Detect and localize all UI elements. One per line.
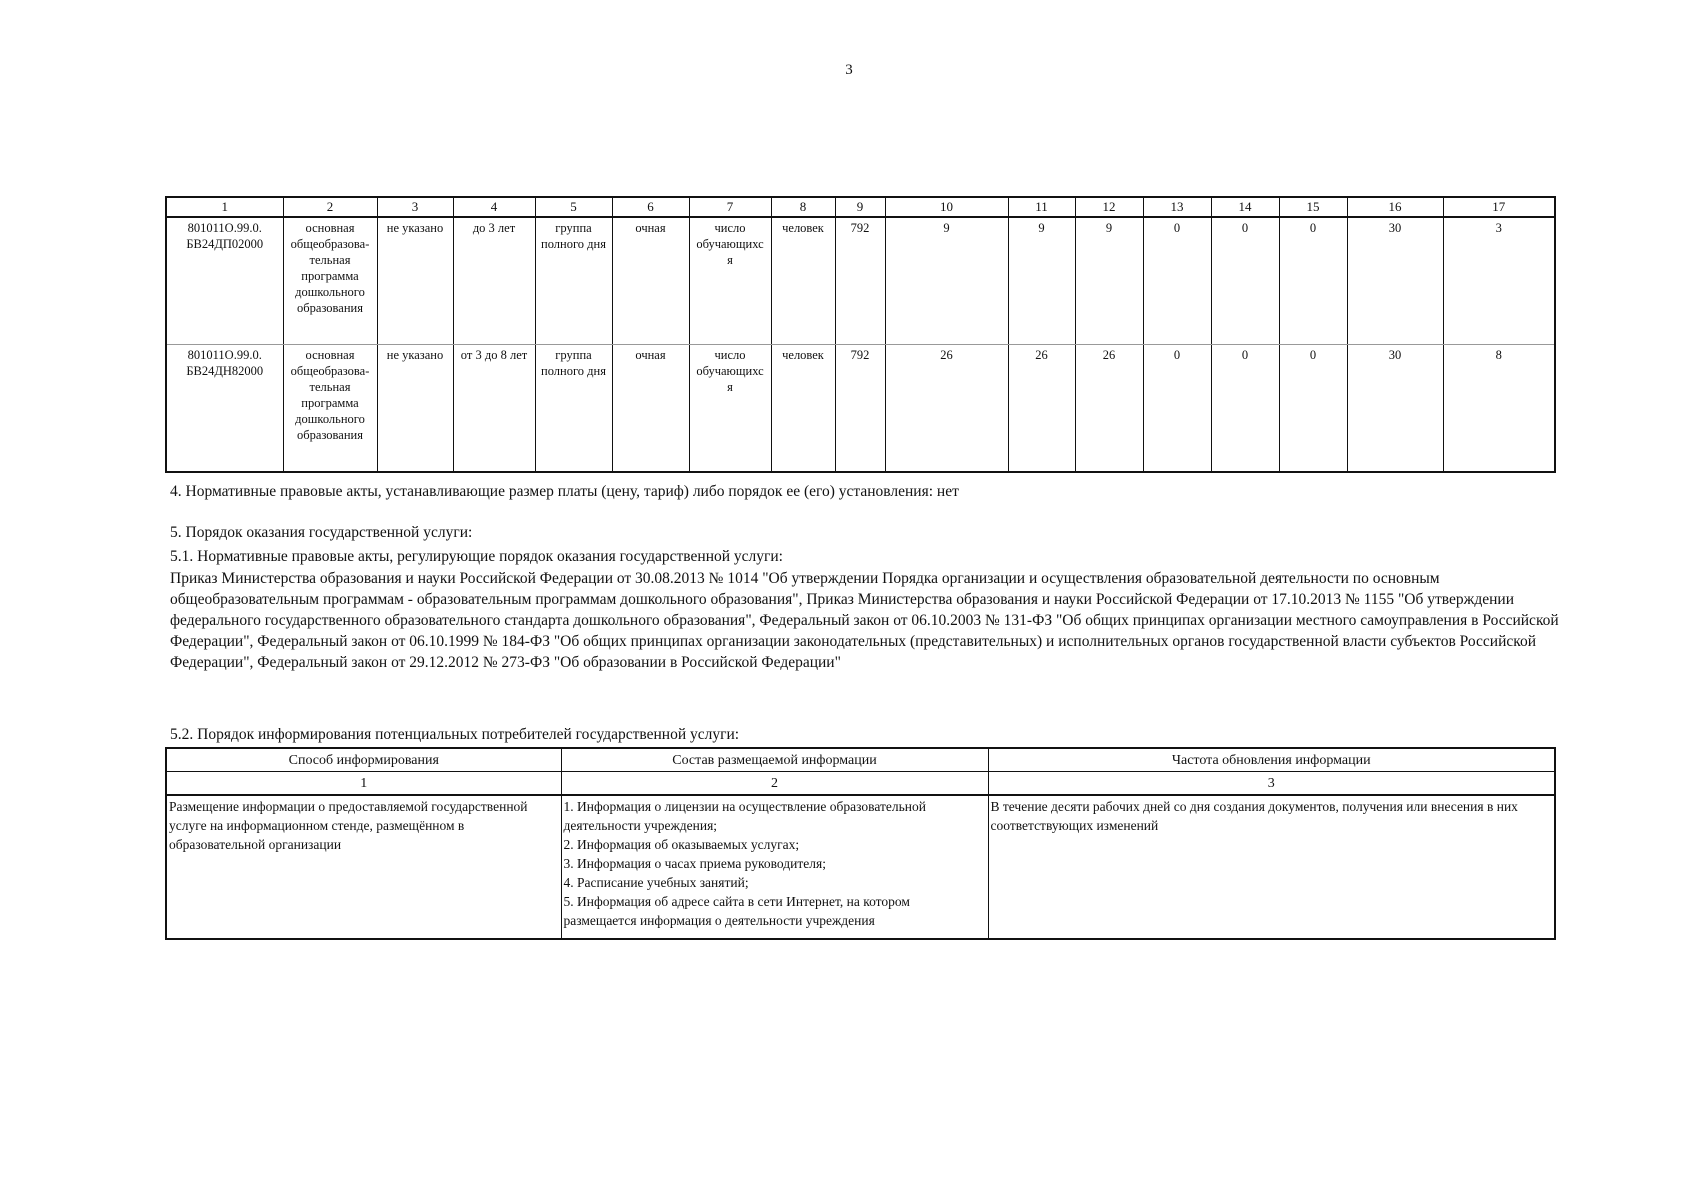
table-cell: основная общеобразова- тельная программа дошкольного образования [283, 217, 377, 345]
column-number: 15 [1279, 197, 1347, 217]
table-cell: человек [771, 345, 835, 473]
table-cell: 9 [1008, 217, 1075, 345]
column-number: 17 [1443, 197, 1555, 217]
informing-content-cell [561, 795, 988, 939]
table-cell: человек [771, 217, 835, 345]
table-cell: 0 [1279, 217, 1347, 345]
table-row [166, 795, 1555, 939]
table-cell: 792 [835, 217, 885, 345]
column-number: 10 [885, 197, 1008, 217]
list-item: 5. Информация об адресе сайта в сети Интернет, на котором размещается информация о деятельности учреждения [563, 894, 910, 928]
table-cell: 9 [1075, 217, 1143, 345]
table-cell: 0 [1211, 217, 1279, 345]
column-number: 1 [166, 772, 561, 796]
informing-frequency-cell: В течение десяти рабочих дней со дня создания документов, получения или внесения в них соответствующих изменений [988, 795, 1555, 939]
list-item: 3. Информация о часах приема руководителя; [563, 856, 826, 871]
column-number: 7 [689, 197, 771, 217]
column-number: 12 [1075, 197, 1143, 217]
section-5-2-heading: 5.2. Порядок информирования потенциальных потребителей государственной услуги: [170, 726, 740, 743]
column-number: 1 [166, 197, 283, 217]
page-number: 3 [845, 62, 853, 78]
section-4-text: 4. Нормативные правовые акты, устанавливающие размер платы (цену, тариф) либо порядок ее (его) установления: нет [170, 483, 959, 500]
table-cell: 0 [1143, 345, 1211, 473]
column-header-content: Состав размещаемой информации [561, 748, 988, 772]
table-cell: основная общеобразова- тельная программа дошкольного образования [283, 345, 377, 473]
table-header-row [166, 748, 1555, 772]
column-header-method: Способ информирования [166, 748, 561, 772]
column-number: 4 [453, 197, 535, 217]
table-row [166, 345, 1555, 473]
table-cell: 0 [1211, 345, 1279, 473]
table-cell: 26 [1075, 345, 1143, 473]
column-header-frequency: Частота обновления информации [988, 748, 1555, 772]
table-cell: 0 [1143, 217, 1211, 345]
column-number: 3 [377, 197, 453, 217]
column-number: 6 [612, 197, 689, 217]
table-cell: 30 [1347, 217, 1443, 345]
section-5-1-heading: 5.1. Нормативные правовые акты, регулирующие порядок оказания государственной услуги: [170, 548, 783, 565]
service-volume-table [165, 196, 1556, 473]
table-cell: очная [612, 345, 689, 473]
table-cell: 8 [1443, 345, 1555, 473]
column-number: 14 [1211, 197, 1279, 217]
table-cell: число обучающихс я [689, 217, 771, 345]
table-cell: 801011О.99.0. БВ24ДП02000 [166, 217, 283, 345]
section-5-heading: 5. Порядок оказания государственной услуги: [170, 524, 473, 541]
column-number: 3 [988, 772, 1555, 796]
table-cell: 9 [885, 217, 1008, 345]
column-number: 11 [1008, 197, 1075, 217]
table-cell: очная [612, 217, 689, 345]
table-cell: группа полного дня [535, 345, 612, 473]
list-item: 2. Информация об оказываемых услугах; [563, 837, 800, 852]
table-cell: 30 [1347, 345, 1443, 473]
table-cell: не указано [377, 345, 453, 473]
section-5-1-body: Приказ Министерства образования и науки Российской Федерации от 30.08.2013 № 1014 "Об утверждении Порядка организации и осуществления образовательной деятельности по основным общеобразовательным программам - образовательным программам дошкольного образования", Приказ Министерства образования и науки Российской Федерации от 17.10.2013 № 1155 "Об утверждении федерального государственного образовательного стандарта дошкольного образования", Федеральный закон от 06.10.2003 № 131-ФЗ "Об общих принципах организации местного самоуправления в Российской Федерации", Федеральный закон от 06.10.1999 № 184-ФЗ "Об общих принципах организации законодательных (представительных) и исполнительных органов государственной власти субъектов Российской Федерации", Федеральный закон от 29.12.2012 № 273-ФЗ "Об образовании в Российской Федерации" [170, 570, 1559, 671]
table-number-row [166, 772, 1555, 796]
column-number: 9 [835, 197, 885, 217]
table-cell: группа полного дня [535, 217, 612, 345]
list-item: 1. Информация о лицензии на осуществление образовательной деятельности учреждения; [563, 799, 926, 833]
column-number: 5 [535, 197, 612, 217]
table-cell: 801011О.99.0. БВ24ДН82000 [166, 345, 283, 473]
informing-method-cell: Размещение информации о предоставляемой государственной услуге на информационном стенде, размещённом в образовательной организации [166, 795, 561, 939]
column-number: 8 [771, 197, 835, 217]
table-cell: не указано [377, 217, 453, 345]
list-item: 4. Расписание учебных занятий; [563, 875, 749, 890]
table-cell: 3 [1443, 217, 1555, 345]
table-row [166, 217, 1555, 345]
column-number: 2 [561, 772, 988, 796]
informing-table [165, 747, 1556, 940]
table-cell: 792 [835, 345, 885, 473]
table-header-row [166, 197, 1555, 217]
table-cell: 26 [885, 345, 1008, 473]
column-number: 13 [1143, 197, 1211, 217]
table-cell: до 3 лет [453, 217, 535, 345]
table-cell: 26 [1008, 345, 1075, 473]
table-cell: 0 [1279, 345, 1347, 473]
table-cell: число обучающихс я [689, 345, 771, 473]
column-number: 2 [283, 197, 377, 217]
column-number: 16 [1347, 197, 1443, 217]
table-cell: от 3 до 8 лет [453, 345, 535, 473]
